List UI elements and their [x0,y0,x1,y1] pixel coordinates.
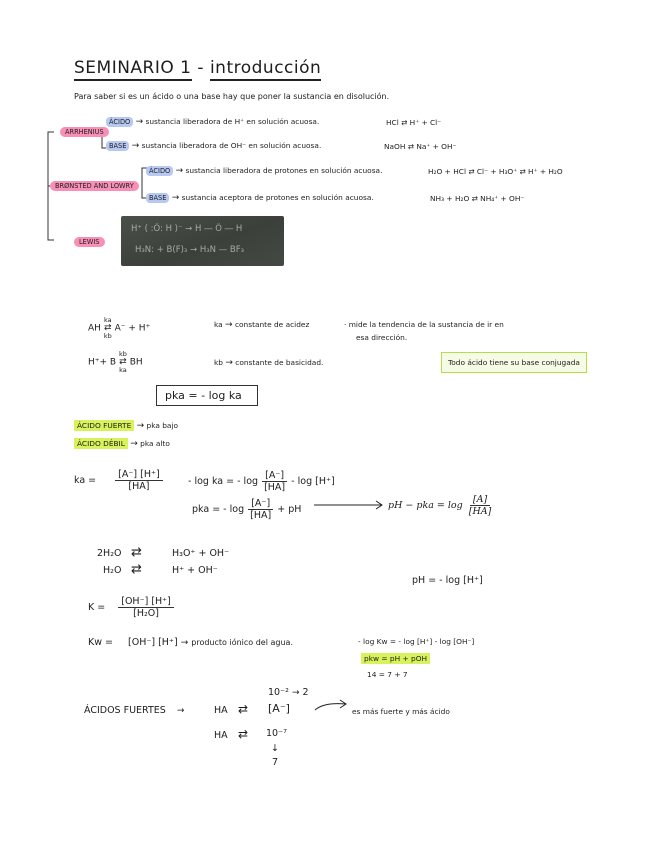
strong-acid-result: es más fuerte y más ácido [352,707,450,716]
log2-tail: + pH [277,504,302,515]
arrow-icon: → [180,638,189,648]
strong-acids-label: ÁCIDOS FUERTES [84,705,166,716]
arrhenius-acid-row [106,117,319,127]
bronsted-acid-row [146,166,382,176]
ka-lead: ka [214,320,223,329]
water-eq1-right: H₃O⁺ + OH⁻ [172,548,230,559]
strong-acid-label: ÁCIDO FUERTE [74,420,134,431]
kw-lead: Kw = [88,637,113,648]
base-eq-arrows [119,350,127,374]
kw-text: producto iónico del agua. [191,638,293,647]
ka-expr-lead: ka = [74,475,97,486]
log2-num: [A⁻] [248,498,273,510]
ka-den: [HA] [128,481,150,492]
ka-expression [74,469,163,492]
arrow-icon: → [176,706,185,716]
henderson-hasselbalch [388,494,494,517]
bronsted-acid-text: sustancia liberadora de protones en solución acuosa. [185,166,383,175]
arrhenius-acid-text: sustancia liberadora de H⁺ en solución acuosa. [145,117,320,126]
kb-text: constante de basicidad. [235,358,324,367]
arrow-icon: → [130,439,138,449]
title-dash: - [197,58,205,78]
strong-acid-ha1: HA [214,705,228,716]
a-bracket: [A⁻] [268,702,290,715]
page-title [74,58,321,78]
k-fraction [118,596,174,619]
arrhenius-base-text: sustancia liberadora de OH⁻ en solución acuosa. [141,141,322,150]
log1-den: [HA] [264,482,286,493]
long-arrow-icon [314,500,386,510]
weak-acid-row [74,439,170,449]
water-eq2-left: H₂O [103,565,122,576]
k-water-expression [88,596,174,619]
acid-eq-right: A⁻ + H⁺ [114,323,151,334]
exp1-val: 2 [302,687,309,698]
kb-definition [214,358,323,368]
bronsted-base-text: sustancia aceptora de protones en solución acuosa. [181,193,374,202]
k-lead: K = [88,602,106,613]
bronsted-base-eq: NH₃ + H₂O ⇄ NH₄⁺ + OH⁻ [430,194,525,203]
base-eq-right: BH [129,357,143,368]
acid-eq-k-top: ka [103,316,112,324]
acid-eq-left: AH [88,323,101,334]
arrhenius-base-eq: NaOH ⇄ Na⁺ + OH⁻ [384,142,457,151]
hh-lead: pH − pka = log [388,500,463,511]
arrhenius-acid-tag: ÁCIDO [106,117,133,127]
title-topic: introducción [210,58,321,81]
ka-num: [A⁻] [H⁺] [115,469,163,481]
hh-den: [HA] [468,506,492,517]
water-sum: 14 = 7 + 7 [367,670,408,679]
equilibrium-arrow-icon: ⇄ [131,562,142,577]
equilibrium-arrow-icon: ⇄ [131,545,142,560]
base-eq-k-top: kb [118,350,127,358]
conjugate-base-note: Todo ácido tiene su base conjugada [441,352,587,373]
water-eq1-left: 2H₂O [97,548,122,559]
pkw-highlight: pkw = pH + pOH [361,653,430,664]
bronsted-label: BRØNSTED AND LOWRY [50,181,139,191]
equilibrium-arrow-icon: ⇄ [119,357,127,367]
arrow-icon: → [291,688,300,698]
kw-row [88,637,293,648]
log1-tail: - log [H⁺] [291,476,335,487]
exp1-row [268,687,309,698]
water-eq2-right: H⁺ + OH⁻ [172,565,218,576]
bronsted-base-row [146,193,374,203]
equilibrium-arrow-icon: ⇄ [238,702,249,716]
arrhenius-base-row [106,141,321,151]
arrow-icon: → [225,358,233,368]
bronsted-acid-eq: H₂O + HCl ⇄ Cl⁻ + H₃O⁺ ⇄ H⁺ + H₂O [428,167,563,176]
arrow-icon: → [135,117,144,127]
kw-expr: [OH⁻] [H⁺] [128,637,178,648]
log1-num: [A⁻] [262,470,287,482]
arrhenius-acid-eq: HCl ⇄ H⁺ + Cl⁻ [386,118,442,127]
strong-acid-ha2: HA [214,730,228,741]
exp2-val: 7 [272,757,279,768]
arrow-icon: → [175,166,184,176]
base-eq-k-bottom: ka [119,366,127,374]
base-eq-left: H⁺+ B [88,357,117,368]
ka-note-line2: esa dirección. [356,333,408,342]
base-equilibrium [88,350,143,374]
strong-acid-text: pka bajo [146,421,179,430]
acid-eq-arrows [104,316,112,340]
arrow-icon: → [136,421,145,431]
bronsted-base-tag: BASE [146,193,169,203]
ka-text: constante de acidez [234,320,310,329]
log2-lead: pka = - log [192,504,245,515]
ka-fraction [115,469,163,492]
kb-lead: kb [214,358,223,367]
lewis-label: LEWIS [74,237,105,247]
log-ka-line [188,470,335,493]
weak-acid-text: pka alto [140,439,170,448]
lewis-photo [121,216,284,266]
arrow-icon: → [171,193,180,203]
acid-eq-k-bottom: kb [103,332,112,340]
lewis-photo-line1: H⁺ ( :Ö: H )⁻ → H ― Ö ― H [131,224,243,234]
arrow-icon: → [131,141,140,151]
equilibrium-arrow-icon: ⇄ [238,727,249,741]
intro-text: Para saber si es un ácido o una base hay que poner la sustancia en disolución. [74,92,390,101]
log1-lead: - log ka = - log [188,476,259,487]
exp2: 10⁻⁷ [266,728,287,739]
arrhenius-base-tag: BASE [106,141,129,151]
arrhenius-label: ARRHENIUS [60,127,109,137]
curved-arrow-icon [314,698,350,712]
acid-equilibrium [88,316,150,340]
pka-box: pka = - log ka [156,385,258,406]
lewis-photo-line2: H₃N: + B(F)₃ → H₃N — BF₃ [135,245,245,255]
pkw-line [361,654,430,663]
pka-line [192,498,301,521]
exp2-arrow: ↓ [271,743,279,754]
k-den: [H₂O] [133,608,159,619]
equilibrium-arrow-icon: ⇄ [103,323,112,333]
log-kw-line: - log Kw = - log [H⁺] - log [OH⁻] [358,637,475,646]
title-seminar: SEMINARIO 1 [74,58,192,81]
ka-definition [214,320,309,330]
strong-acid-row [74,421,178,431]
k-num: [OH⁻] [H⁺] [118,596,174,608]
ph-definition: pH = - log [H⁺] [412,575,483,586]
arrow-icon: → [225,320,233,330]
log1-fraction [261,470,288,493]
exp1: 10⁻² [268,687,289,698]
hh-num: [A] [470,494,490,506]
ka-note-line1: · mide la tendencia de la sustancia de ir en [344,320,504,329]
log2-den: [HA] [250,510,272,521]
log2-fraction [247,498,274,521]
strong-acids-row [84,705,184,716]
weak-acid-label: ÁCIDO DÉBIL [74,438,128,449]
bronsted-acid-tag: ÁCIDO [146,166,173,176]
hh-fraction [466,494,495,517]
